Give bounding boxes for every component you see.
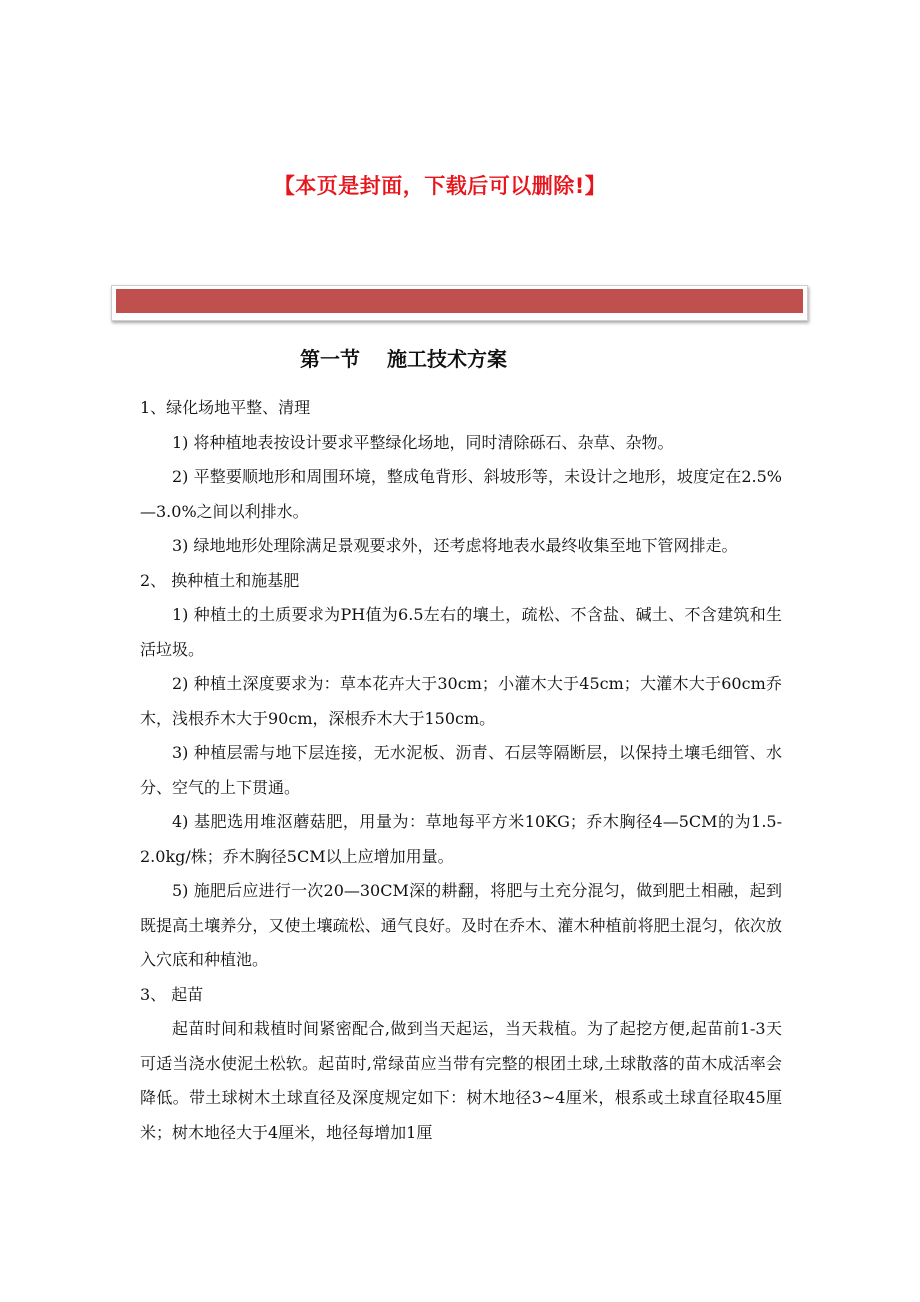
paragraph: 4) 基肥选用堆沤蘑菇肥，用量为：草地每平方米10KG；乔木胸径4—5CM的为1.5-2.0kg/株；乔木胸径5CM以上应增加用量。 [140, 812, 782, 866]
banner-bar [116, 289, 803, 313]
paragraph: 3) 绿地地形处理除满足景观要求外，还考虑将地表水最终收集至地下管网排走。 [172, 536, 738, 555]
section-title: 第一节 施工技术方案 [300, 347, 507, 371]
subsection-heading: 3、 起苗 [140, 984, 204, 1004]
paragraph: 起苗时间和栽植时间紧密配合,做到当天起运，当天栽植。为了起挖方便,起苗前1-3天可适当浇水使泥土松软。起苗时,常绿苗应当带有完整的根团土球,土球散落的苗木成活率会降低。带土球树木土球直径及深度规定如下：树木地径3~4厘米，根系或土球直径取45厘米；树木地径大于4厘米，地径每增加1厘 [140, 1019, 782, 1142]
subsection-heading: 1、绿化场地平整、清理 [140, 398, 311, 417]
paragraph: 2) 平整要顺地形和周围环境，整成龟背形、斜坡形等，未设计之地形，坡度定在2.5%—3.0%之间以利排水。 [140, 467, 782, 521]
document-body [140, 391, 782, 1150]
paragraph: 5) 施肥后应进行一次20—30CM深的耕翻，将肥与土充分混匀，做到肥土相融，起到既提高土壤养分，又使土壤疏松、通气良好。及时在乔木、灌木种植前将肥土混匀，依次放入穴底和种植池。 [140, 881, 782, 969]
decorative-banner [111, 285, 808, 321]
paragraph: 1) 将种植地表按设计要求平整绿化场地，同时清除砾石、杂草、杂物。 [172, 432, 674, 452]
paragraph: 1) 种植土的土质要求为PH值为6.5左右的壤土，疏松、不含盐、碱土、不含建筑和生活垃圾。 [140, 605, 782, 659]
paragraph: 3) 种植层需与地下层连接，无水泥板、沥青、石层等隔断层，以保持土壤毛细管、水分、空气的上下贯通。 [140, 743, 782, 797]
cover-notice: 【本页是封面，下载后可以删除!】 [273, 174, 607, 198]
paragraph: 2) 种植土深度要求为：草本花卉大于30cm；小灌木大于45cm；大灌木大于60cm乔木，浅根乔木大于90cm，深根乔木大于150cm。 [140, 674, 782, 728]
subsection-heading: 2、 换种植土和施基肥 [140, 570, 300, 590]
